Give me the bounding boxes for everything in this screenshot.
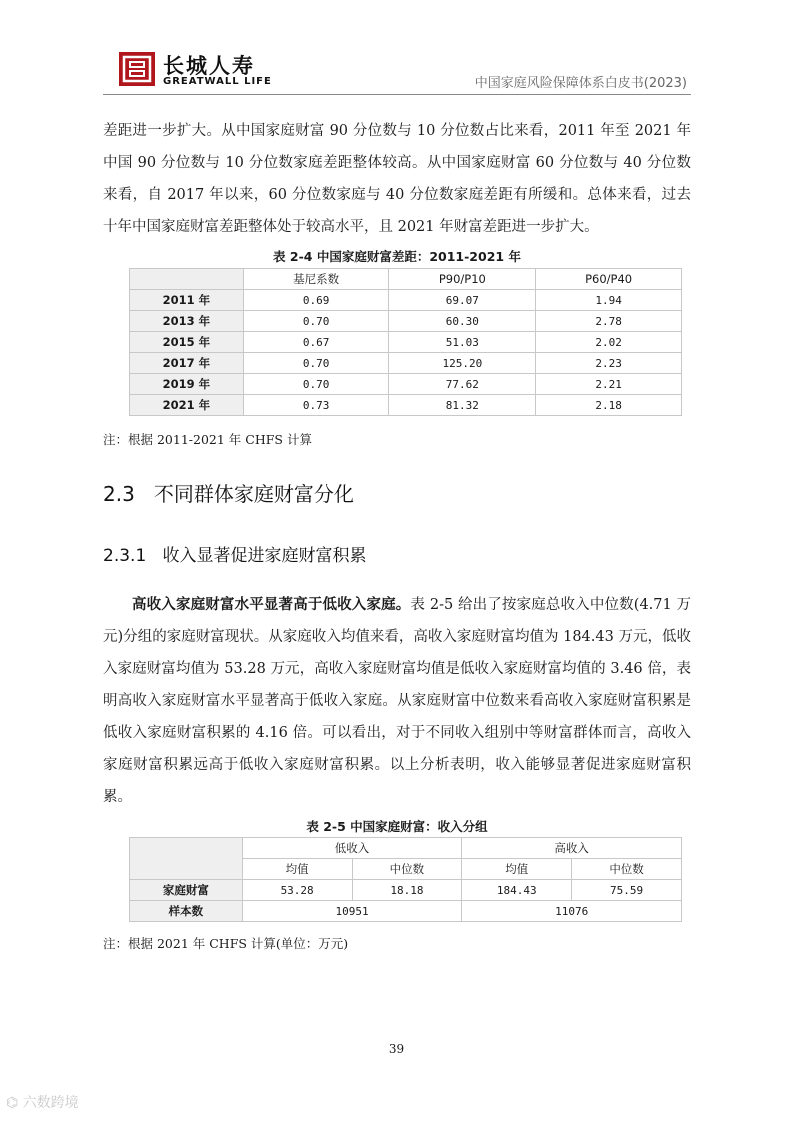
gini-value: 0.73 [243,395,389,416]
table-row [130,311,682,332]
high-sample-count: 11076 [462,901,682,922]
page-number: 39 [388,1042,405,1056]
section-number: 2.3 [103,482,135,506]
section-title: 不同群体家庭财富分化 [153,482,354,506]
gini-value: 0.69 [243,290,389,311]
group-header-high: 高收入 [462,838,682,859]
row-year: 2011 年 [130,290,244,311]
header-divider [103,94,691,95]
group-header-row [130,838,682,859]
row-year: 2021 年 [130,395,244,416]
greatwall-logo-icon [119,52,155,86]
table-2-5-caption: 表 2-5 中国家庭财富：收入分组 [306,819,488,834]
gini-value: 0.70 [243,374,389,395]
watermark-logo-icon: ⌬ [6,1095,19,1111]
table-corner-cell [130,838,243,880]
column-header: P60/P40 [536,269,682,290]
column-header-mean: 均值 [242,859,352,880]
low-sample-count: 10951 [242,901,462,922]
p90-p10-value: 81.32 [389,395,536,416]
p60-p40-value: 2.18 [536,395,682,416]
p60-p40-value: 2.02 [536,332,682,353]
column-header-median: 中位数 [352,859,462,880]
logo-chinese-name: 长城人寿 [163,53,255,78]
table-2-4-note: 注：根据 2011-2021 年 CHFS 计算 [103,432,312,447]
section-heading [103,478,354,507]
p90-p10-value: 69.07 [389,290,536,311]
p60-p40-value: 2.21 [536,374,682,395]
row-year: 2019 年 [130,374,244,395]
body-paragraph-1: 差距进一步扩大。从中国家庭财富 90 分位数与 10 分位数占比来看，2011 年至 2021 年中国 90 分位数与 10 分位数家庭差距整体较高。从中国家庭财富 60 分位数与 40 分位数来看，自 2017 年以来，60 分位数家庭与 40 分位数家庭差距有所缓和。总体来看，过去十年中国家庭财富差距整体处于较高水平，且 2021 年财富差距进一步扩大。 [103,123,691,235]
column-header-median: 中位数 [572,859,682,880]
table-2-4 [129,268,682,416]
table-2-5 [129,837,682,922]
column-header-mean: 均值 [462,859,572,880]
p60-p40-value: 2.23 [536,353,682,374]
table-row [130,374,682,395]
table-2-5-note: 注：根据 2021 年 CHFS 计算(单位：万元) [103,936,349,951]
table-row [130,290,682,311]
p90-p10-value: 125.20 [389,353,536,374]
page-header [103,44,691,94]
paragraph-lead-sentence: 高收入家庭财富水平显著高于低收入家庭。 [132,596,411,613]
low-mean-value: 53.28 [242,880,352,901]
row-label-sample: 样本数 [130,901,243,922]
high-median-value: 75.59 [572,880,682,901]
subsection-title: 收入显著促进家庭财富积累 [162,546,367,566]
row-label-wealth: 家庭财富 [130,880,243,901]
row-year: 2013 年 [130,311,244,332]
low-median-value: 18.18 [352,880,462,901]
table-corner-cell [130,269,244,290]
p90-p10-value: 60.30 [389,311,536,332]
gini-value: 0.70 [243,311,389,332]
p90-p10-value: 51.03 [389,332,536,353]
group-header-low: 低收入 [242,838,462,859]
document-title: 中国家庭风险保障体系白皮书(2023) [474,76,687,91]
table-row [130,901,682,922]
watermark [6,1092,79,1112]
row-year: 2017 年 [130,353,244,374]
row-year: 2015 年 [130,332,244,353]
gini-value: 0.67 [243,332,389,353]
subsection-heading [103,541,366,566]
subsection-number: 2.3.1 [103,546,147,566]
gini-value: 0.70 [243,353,389,374]
paragraph-body-text: 表 2-5 给出了按家庭总收入中位数(4.71 万元)分组的家庭财富现状。从家庭收入均值来看，高收入家庭财富均值为 184.43 万元，低收入家庭财富均值为 53.28 万元，高收入家庭财富均值是低收入家庭财富均值的 3.46 倍，表明高收入家庭财富水平显著高于低收入家庭。从家庭财富中位数来看高收入家庭财富积累是低收入家庭财富积累的 4.16 倍。可以看出，对于不同收入组别中等财富群体而言，高收入家庭财富积累远高于低收入家庭财富积累。以上分析表明，收入能够显著促进家庭财富积累。 [103,597,691,805]
p60-p40-value: 1.94 [536,290,682,311]
column-header: P90/P10 [389,269,536,290]
high-mean-value: 184.43 [462,880,572,901]
table-row [130,880,682,901]
p60-p40-value: 2.78 [536,311,682,332]
table-row [130,332,682,353]
watermark-text: 六数跨境 [22,1095,79,1111]
p90-p10-value: 77.62 [389,374,536,395]
table-2-4-caption: 表 2-4 中国家庭财富差距：2011-2021 年 [273,249,521,264]
logo-english-name: GREATWALL LIFE [163,76,272,87]
table-row [130,353,682,374]
body-paragraph-2 [103,589,691,813]
table-row [130,395,682,416]
table-header-row [130,269,682,290]
column-header: 基尼系数 [243,269,389,290]
